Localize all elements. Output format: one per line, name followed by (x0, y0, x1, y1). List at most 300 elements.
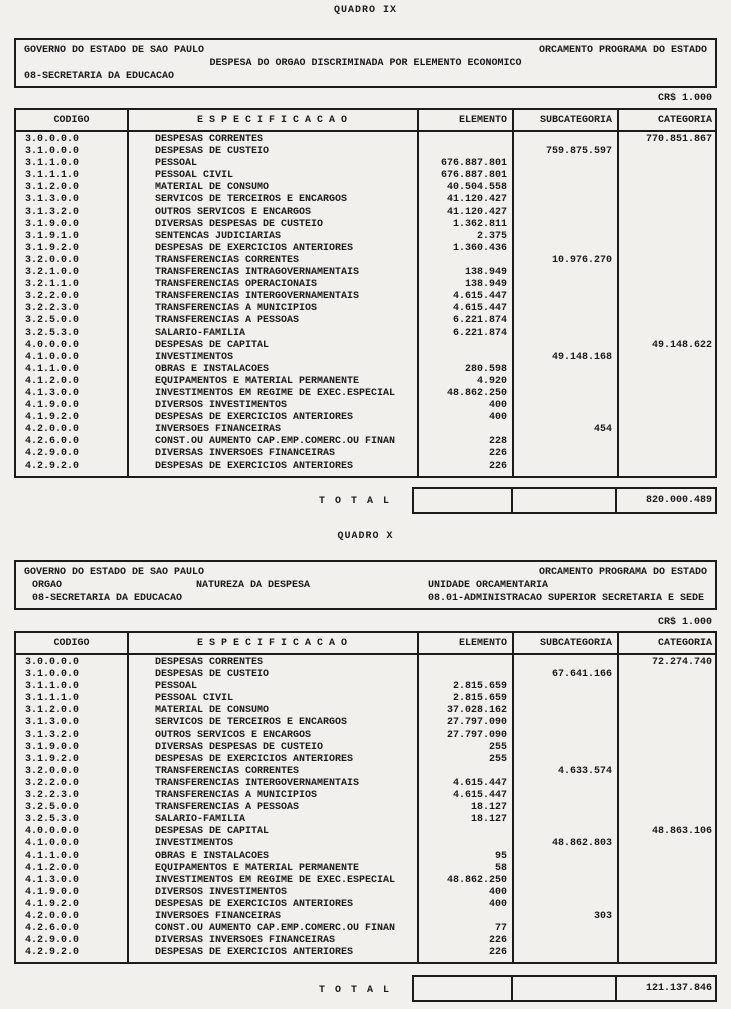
row-specification: INVESTIMENTOS EM REGIME DE EXEC.ESPECIAL (155, 874, 396, 886)
report-title: DESPESA DO ORGAO DISCRIMINADA POR ELEMENTO ECONOMICO (209, 58, 522, 69)
table-row (16, 814, 715, 826)
row-categoria-value (617, 412, 715, 424)
row-code: 3.1.3.2.0 (25, 729, 80, 741)
row-specification: TRANSFERENCIAS A MUNICIPIOS (155, 303, 318, 315)
row-categoria-value (617, 669, 715, 681)
row-categoria-value (617, 182, 715, 194)
row-specification: DIVERSAS INVERSOES FINANCEIRAS (155, 448, 336, 460)
row-elemento-value: 48.862.250 (446, 387, 507, 399)
row-specification: EQUIPAMENTOS E MATERIAL PERMANENTE (155, 375, 360, 387)
row-code: 4.1.3.0.0 (25, 874, 80, 886)
table-row (16, 388, 715, 400)
table-row (16, 170, 715, 182)
row-specification: OUTROS SERVICOS E ENCARGOS (155, 729, 312, 741)
row-subcategoria-value (512, 826, 617, 838)
row-code: 3.1.1.0.0 (25, 158, 80, 170)
row-subcategoria-value (512, 436, 617, 448)
row-categoria-value (617, 243, 715, 255)
row-subcategoria-value (512, 170, 617, 182)
row-code: 4.1.2.0.0 (25, 375, 80, 387)
row-categoria-value (617, 448, 715, 460)
table-row (16, 717, 715, 729)
row-elemento-value: 138.949 (464, 279, 507, 291)
row-specification: OBRAS E INSTALACOES (155, 850, 270, 862)
row-specification: DESPESAS DE EXERCICIOS ANTERIORES (155, 412, 354, 424)
row-code: 3.2.2.3.0 (25, 303, 80, 315)
table-row (16, 681, 715, 693)
row-elemento-value: 226 (488, 448, 507, 460)
currency-note: CR$ 1.000 (657, 93, 712, 104)
row-elemento-value (417, 766, 512, 778)
row-categoria-value (617, 887, 715, 899)
table-body (16, 132, 715, 476)
row-code: 4.1.1.0.0 (25, 850, 80, 862)
row-categoria-value (617, 424, 715, 436)
table-row (16, 790, 715, 802)
unidade-orcamentaria-label: UNIDADE ORCAMENTARIA (428, 580, 549, 591)
row-specification: SERVICOS DE TERCEIROS E ENCARGOS (155, 717, 348, 729)
table-row (16, 243, 715, 255)
col-header-categoria: CATEGORIA (657, 115, 712, 126)
row-elemento-value: 400 (488, 400, 507, 412)
table-row (16, 899, 715, 911)
col-header-elemento: ELEMENTO (458, 638, 507, 649)
row-specification: DESPESAS DE EXERCICIOS ANTERIORES (155, 460, 354, 472)
row-elemento-value: 2.375 (476, 230, 507, 242)
row-elemento-value: 400 (488, 898, 507, 910)
table-row (16, 303, 715, 315)
row-categoria-value (617, 158, 715, 170)
row-elemento-value: 255 (488, 753, 507, 765)
row-elemento-value: 226 (488, 947, 507, 959)
row-specification: INVESTIMENTOS (155, 351, 234, 363)
table-row (16, 279, 715, 291)
quadro-x-header-box (14, 560, 717, 610)
table-header-row (16, 110, 715, 132)
row-code: 3.0.0.0.0 (25, 657, 80, 668)
table-row (16, 923, 715, 935)
table-row (16, 669, 715, 681)
row-code: 4.1.0.0.0 (25, 351, 80, 363)
row-code: 3.1.0.0.0 (25, 669, 80, 681)
quadro-x-title: QUADRO X (337, 531, 394, 542)
row-subcategoria-value (512, 717, 617, 729)
row-categoria-value (617, 219, 715, 231)
row-elemento-value: 27.797.090 (446, 717, 507, 729)
row-elemento-value: 400 (488, 412, 507, 424)
row-subcategoria-value (512, 194, 617, 206)
row-subcategoria-value (512, 814, 617, 826)
total-label: T O T A L (318, 496, 391, 507)
row-categoria-value (617, 364, 715, 376)
table-row (16, 461, 715, 473)
row-categoria-value (617, 693, 715, 705)
unit-label: 08.01-ADMINISTRACAO SUPERIOR SECRETARIA E SEDE (428, 593, 705, 604)
row-subcategoria-value: 67.641.166 (551, 669, 612, 681)
row-categoria-value (617, 875, 715, 887)
currency-note: CR$ 1.000 (657, 617, 712, 628)
row-code: 3.1.9.1.0 (25, 230, 80, 242)
row-subcategoria-value (512, 851, 617, 863)
column-divider (617, 633, 619, 962)
row-code: 3.1.1.1.0 (25, 170, 80, 182)
row-subcategoria-value (512, 705, 617, 717)
row-elemento-value (417, 669, 512, 681)
row-subcategoria-value (512, 742, 617, 754)
table-row (16, 207, 715, 219)
table-row (16, 352, 715, 364)
row-categoria-value (617, 717, 715, 729)
row-specification: TRANSFERENCIAS A PESSOAS (155, 315, 300, 327)
row-elemento-value: 226 (488, 935, 507, 947)
row-categoria-value (617, 681, 715, 693)
row-elemento-value: 77 (494, 923, 507, 935)
row-elemento-value (417, 134, 512, 146)
total-label: T O T A L (318, 985, 391, 996)
row-categoria-value: 48.863.106 (651, 826, 712, 838)
row-code: 3.1.9.0.0 (25, 218, 80, 230)
table-row (16, 291, 715, 303)
row-categoria-value (617, 207, 715, 219)
row-subcategoria-value (512, 328, 617, 340)
row-categoria-value (617, 730, 715, 742)
table-row (16, 146, 715, 158)
row-categoria-value (617, 923, 715, 935)
row-subcategoria-value (512, 291, 617, 303)
row-specification: MATERIAL DE CONSUMO (155, 182, 270, 194)
row-elemento-value: 2.815.659 (452, 681, 507, 693)
row-elemento-value: 2.815.659 (452, 693, 507, 705)
row-categoria-value: 49.148.622 (651, 339, 712, 351)
row-code: 4.1.9.2.0 (25, 898, 80, 910)
row-code: 3.1.0.0.0 (25, 146, 80, 158)
row-specification: DESPESAS DE CUSTEIO (155, 146, 270, 158)
row-elemento-value (417, 911, 512, 923)
row-subcategoria-value (512, 887, 617, 899)
row-categoria-value (617, 814, 715, 826)
row-categoria-value (617, 279, 715, 291)
row-subcategoria-value (512, 657, 617, 669)
row-subcategoria-value (512, 693, 617, 705)
row-code: 4.1.9.0.0 (25, 400, 80, 412)
row-subcategoria-value: 49.148.168 (551, 351, 612, 363)
row-categoria-value (617, 838, 715, 850)
row-specification: MATERIAL DE CONSUMO (155, 705, 270, 717)
row-code: 3.2.2.3.0 (25, 790, 80, 802)
row-code: 3.1.9.2.0 (25, 242, 80, 254)
total-value: 820.000.489 (645, 495, 712, 506)
row-specification: CONST.OU AUMENTO CAP.EMP.COMERC.OU FINAN (155, 923, 396, 935)
row-specification: TRANSFERENCIAS A MUNICIPIOS (155, 790, 318, 802)
table-row (16, 838, 715, 850)
table-row (16, 267, 715, 279)
row-categoria-value (617, 303, 715, 315)
row-elemento-value: 228 (488, 436, 507, 448)
table-row (16, 754, 715, 766)
row-subcategoria-value (512, 279, 617, 291)
program-label: ORCAMENTO PROGRAMA DO ESTADO (538, 45, 707, 56)
quadro-x-table (14, 631, 717, 964)
column-divider (512, 633, 514, 962)
row-code: 3.2.1.0.0 (25, 267, 80, 279)
row-specification: TRANSFERENCIAS CORRENTES (155, 765, 300, 777)
row-specification: OBRAS E INSTALACOES (155, 363, 270, 375)
row-subcategoria-value (512, 207, 617, 219)
row-categoria-value (617, 436, 715, 448)
total-value: 121.137.846 (645, 983, 712, 994)
table-header-row (16, 633, 715, 655)
table-row (16, 766, 715, 778)
row-categoria-value (617, 851, 715, 863)
table-row (16, 412, 715, 424)
row-elemento-value (417, 146, 512, 158)
table-row (16, 134, 715, 146)
row-code: 3.1.9.2.0 (25, 753, 80, 765)
row-categoria-value (617, 315, 715, 327)
table-row (16, 328, 715, 340)
row-code: 3.2.5.3.0 (25, 327, 80, 339)
row-subcategoria-value (512, 158, 617, 170)
row-subcategoria-value: 4.633.574 (557, 765, 612, 777)
row-elemento-value: 4.615.447 (452, 777, 507, 789)
row-code: 4.1.2.0.0 (25, 862, 80, 874)
row-categoria-value (617, 194, 715, 206)
row-categoria-value: 770.851.867 (645, 134, 712, 145)
row-subcategoria-value (512, 182, 617, 194)
row-specification: DESPESAS DE CAPITAL (155, 826, 270, 838)
government-label: GOVERNO DO ESTADO DE SAO PAULO (24, 45, 205, 56)
row-elemento-value: 280.598 (464, 363, 507, 375)
row-categoria-value (617, 705, 715, 717)
orgao-label: ORGAO (32, 580, 63, 591)
row-specification: DESPESAS CORRENTES (155, 134, 264, 145)
row-categoria-value (617, 790, 715, 802)
row-subcategoria-value (512, 461, 617, 473)
row-subcategoria-value (512, 790, 617, 802)
row-elemento-value (417, 352, 512, 364)
row-elemento-value (417, 255, 512, 267)
row-elemento-value: 138.949 (464, 267, 507, 279)
row-code: 3.2.2.0.0 (25, 777, 80, 789)
row-specification: DESPESAS DE EXERCICIOS ANTERIORES (155, 898, 354, 910)
row-specification: DESPESAS CORRENTES (155, 657, 264, 668)
table-row (16, 851, 715, 863)
row-subcategoria-value (512, 364, 617, 376)
column-divider (417, 633, 419, 962)
row-specification: PESSOAL (155, 158, 198, 170)
row-code: 4.2.0.0.0 (25, 910, 80, 922)
row-code: 4.1.9.0.0 (25, 886, 80, 898)
row-elemento-value: 27.797.090 (446, 729, 507, 741)
row-specification: INVERSOES FINANCEIRAS (155, 910, 282, 922)
table-body (16, 655, 715, 962)
row-code: 4.1.0.0.0 (25, 838, 80, 850)
table-row (16, 219, 715, 231)
row-subcategoria-value (512, 730, 617, 742)
col-header-codigo: CODIGO (53, 638, 90, 649)
row-elemento-value: 40.504.558 (446, 182, 507, 194)
col-header-especificacao: E S P E C I F I C A C A O (196, 638, 348, 649)
row-elemento-value: 4.615.447 (452, 291, 507, 303)
row-elemento-value: 4.615.447 (452, 790, 507, 802)
table-row (16, 693, 715, 705)
row-specification: DIVERSAS DESPESAS DE CUSTEIO (155, 741, 324, 753)
row-subcategoria-value (512, 315, 617, 327)
row-subcategoria-value (512, 400, 617, 412)
organ-label: 08-SECRETARIA DA EDUCACAO (32, 593, 183, 604)
row-categoria-value (617, 291, 715, 303)
row-code: 4.2.9.0.0 (25, 448, 80, 460)
table-row (16, 231, 715, 243)
row-elemento-value: 41.120.427 (446, 206, 507, 218)
row-elemento-value: 1.362.811 (452, 218, 507, 230)
row-specification: TRANSFERENCIAS INTRAGOVERNAMENTAIS (155, 267, 360, 279)
row-elemento-value: 4.920 (476, 375, 507, 387)
row-categoria-value (617, 400, 715, 412)
row-code: 3.0.0.0.0 (25, 134, 80, 145)
row-subcategoria-value (512, 923, 617, 935)
row-categoria-value (617, 754, 715, 766)
row-subcategoria-value (512, 412, 617, 424)
row-code: 3.1.2.0.0 (25, 182, 80, 194)
row-categoria-value (617, 461, 715, 473)
table-row (16, 400, 715, 412)
col-header-subcategoria: SUBCATEGORIA (539, 638, 612, 649)
row-categoria-value (617, 863, 715, 875)
row-categoria-value (617, 255, 715, 267)
row-elemento-value (417, 657, 512, 669)
row-specification: DIVERSOS INVESTIMENTOS (155, 886, 288, 898)
row-specification: DESPESAS DE CAPITAL (155, 339, 270, 351)
row-code: 3.1.1.1.0 (25, 693, 80, 705)
column-divider (127, 633, 129, 962)
table-row (16, 194, 715, 206)
col-header-subcategoria: SUBCATEGORIA (539, 115, 612, 126)
row-code: 4.2.9.2.0 (25, 947, 80, 959)
row-categoria-value (617, 328, 715, 340)
row-specification: OUTROS SERVICOS E ENCARGOS (155, 206, 312, 218)
row-subcategoria-value (512, 947, 617, 959)
row-subcategoria-value: 48.862.803 (551, 838, 612, 850)
table-row (16, 935, 715, 947)
row-specification: DIVERSAS INVERSOES FINANCEIRAS (155, 935, 336, 947)
row-subcategoria-value (512, 863, 617, 875)
row-specification: DIVERSOS INVESTIMENTOS (155, 400, 288, 412)
row-subcategoria-value (512, 802, 617, 814)
row-elemento-value: 37.028.162 (446, 705, 507, 717)
row-specification: TRANSFERENCIAS OPERACIONAIS (155, 279, 318, 291)
row-specification: DESPESAS DE EXERCICIOS ANTERIORES (155, 753, 354, 765)
row-code: 4.1.9.2.0 (25, 412, 80, 424)
row-code: 4.2.6.0.0 (25, 923, 80, 935)
row-subcategoria-value (512, 303, 617, 315)
table-row (16, 742, 715, 754)
row-specification: DESPESAS DE EXERCICIOS ANTERIORES (155, 242, 354, 254)
row-subcategoria-value (512, 778, 617, 790)
row-subcategoria-value (512, 340, 617, 352)
row-specification: INVESTIMENTOS (155, 838, 234, 850)
row-specification: EQUIPAMENTOS E MATERIAL PERMANENTE (155, 862, 360, 874)
row-elemento-value: 255 (488, 741, 507, 753)
row-categoria-value (617, 935, 715, 947)
row-code: 3.2.1.1.0 (25, 279, 80, 291)
row-subcategoria-value: 454 (593, 424, 612, 436)
row-elemento-value: 18.127 (470, 802, 507, 814)
row-specification: INVESTIMENTOS EM REGIME DE EXEC.ESPECIAL (155, 387, 396, 399)
row-elemento-value: 6.221.874 (452, 315, 507, 327)
row-code: 3.1.3.2.0 (25, 206, 80, 218)
table-row (16, 875, 715, 887)
row-categoria-value (617, 778, 715, 790)
row-elemento-value: 6.221.874 (452, 327, 507, 339)
row-elemento-value: 676.887.801 (440, 158, 507, 170)
table-row (16, 340, 715, 352)
quadro-x-total-box (412, 975, 717, 1002)
quadro-ix-title: QUADRO IX (333, 5, 397, 16)
row-code: 3.1.2.0.0 (25, 705, 80, 717)
row-code: 4.1.1.0.0 (25, 363, 80, 375)
row-subcategoria-value (512, 899, 617, 911)
table-row (16, 448, 715, 460)
program-label: ORCAMENTO PROGRAMA DO ESTADO (538, 567, 707, 578)
row-elemento-value: 400 (488, 886, 507, 898)
row-code: 3.2.2.0.0 (25, 291, 80, 303)
row-subcategoria-value (512, 219, 617, 231)
row-categoria-value (617, 170, 715, 182)
row-specification: PESSOAL (155, 681, 198, 693)
row-categoria-value (617, 947, 715, 959)
row-subcategoria-value: 303 (593, 910, 612, 922)
column-divider (127, 110, 129, 476)
row-subcategoria-value (512, 376, 617, 388)
row-specification: PESSOAL CIVIL (155, 170, 234, 182)
column-divider (617, 110, 619, 476)
row-categoria-value (617, 742, 715, 754)
row-subcategoria-value (512, 754, 617, 766)
table-row (16, 315, 715, 327)
table-row (16, 863, 715, 875)
row-code: 4.0.0.0.0 (25, 826, 80, 838)
row-specification: TRANSFERENCIAS INTERGOVERNAMENTAIS (155, 777, 360, 789)
table-row (16, 364, 715, 376)
row-elemento-value (417, 340, 512, 352)
row-categoria-value (617, 352, 715, 364)
row-categoria-value (617, 267, 715, 279)
row-code: 3.1.3.0.0 (25, 194, 80, 206)
row-specification: TRANSFERENCIAS CORRENTES (155, 254, 300, 266)
row-elemento-value: 676.887.801 (440, 170, 507, 182)
row-categoria-value (617, 802, 715, 814)
row-specification: DESPESAS DE EXERCICIOS ANTERIORES (155, 947, 354, 959)
row-code: 3.1.1.0.0 (25, 681, 80, 693)
quadro-ix-total-box (412, 487, 717, 514)
table-row (16, 424, 715, 436)
row-categoria-value (617, 231, 715, 243)
organ-label: 08-SECRETARIA DA EDUCACAO (24, 71, 175, 82)
total-elemento-cell (414, 489, 513, 512)
row-code: 4.1.3.0.0 (25, 387, 80, 399)
row-specification: SENTENCAS JUDICIARIAS (155, 230, 282, 242)
row-subcategoria-value (512, 681, 617, 693)
row-categoria-value (617, 766, 715, 778)
table-row (16, 182, 715, 194)
column-divider (417, 110, 419, 476)
col-header-categoria: CATEGORIA (657, 638, 712, 649)
row-subcategoria-value (512, 448, 617, 460)
row-code: 4.2.0.0.0 (25, 424, 80, 436)
table-row (16, 778, 715, 790)
row-specification: TRANSFERENCIAS INTERGOVERNAMENTAIS (155, 291, 360, 303)
